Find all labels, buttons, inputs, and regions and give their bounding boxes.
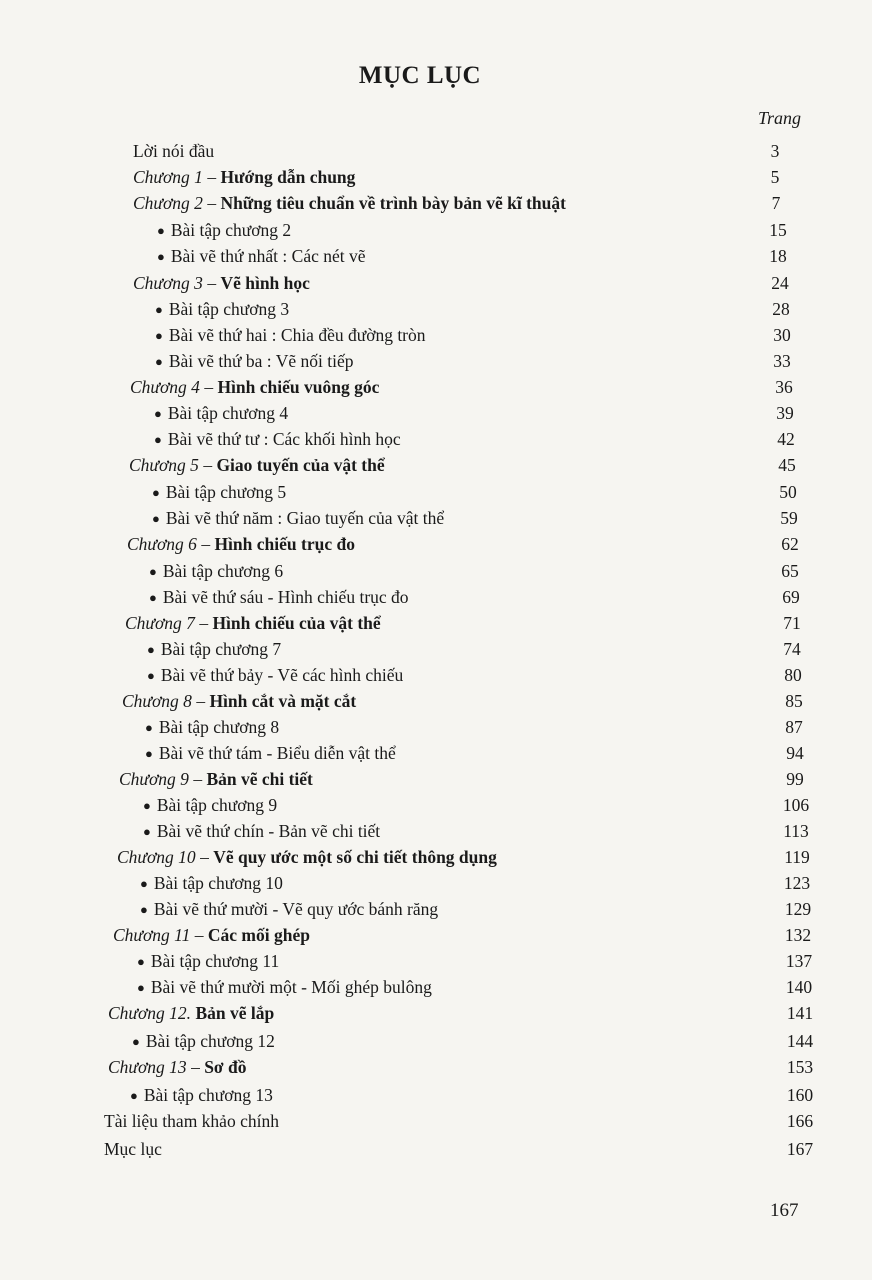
entry-page-number: 36 bbox=[775, 377, 793, 397]
entry-text: Bài vẽ thứ mười một - Mối ghép bulông bbox=[150, 977, 432, 997]
toc-sub-entry bbox=[152, 505, 444, 531]
bullet-icon: ● bbox=[137, 954, 145, 969]
chapter-separator: – bbox=[202, 193, 221, 213]
entry-page-number: 39 bbox=[776, 403, 794, 423]
toc-sub-entry bbox=[149, 584, 409, 610]
entry-text: Bài tập chương 3 bbox=[168, 299, 290, 319]
bullet-icon: ● bbox=[140, 902, 148, 917]
entry-page-number: 123 bbox=[783, 873, 811, 893]
toc-chapter-entry bbox=[122, 688, 356, 714]
chapter-title: Hình chiếu vuông góc bbox=[217, 377, 380, 397]
entry-text: Lời nói đầu bbox=[133, 141, 215, 161]
entry-page-number: 3 bbox=[770, 141, 780, 161]
entry-text: Bài vẽ thứ tám - Biểu diễn vật thể bbox=[158, 743, 396, 763]
chapter-title: Vẽ quy ước một số chi tiết thông dụng bbox=[213, 847, 497, 867]
entry-text: Bài vẽ thứ nhất : Các nét vẽ bbox=[170, 246, 366, 266]
entry-page-number: 15 bbox=[769, 220, 787, 240]
chapter-title: Vẽ hình học bbox=[220, 273, 310, 293]
chapter-title: Giao tuyến của vật thể bbox=[216, 455, 385, 475]
entry-page-number: 18 bbox=[769, 246, 787, 266]
toc-sub-entry bbox=[132, 1028, 275, 1054]
toc-sub-entry bbox=[155, 296, 289, 322]
toc-chapter-entry bbox=[130, 374, 379, 400]
chapter-number: Chương 8 bbox=[122, 691, 192, 711]
chapter-title: Bản vẽ lắp bbox=[195, 1003, 275, 1023]
entry-page-number: 106 bbox=[782, 795, 810, 815]
toc-entry bbox=[104, 1108, 279, 1134]
bullet-icon: ● bbox=[149, 590, 157, 605]
entry-page-number: 45 bbox=[778, 455, 796, 475]
entry-text: Bài tập chương 7 bbox=[160, 639, 282, 659]
entry-text: Bài tập chương 9 bbox=[156, 795, 278, 815]
entry-text: Bài vẽ thứ ba : Vẽ nối tiếp bbox=[168, 351, 354, 371]
toc-sub-entry bbox=[155, 348, 353, 374]
bullet-icon: ● bbox=[154, 406, 162, 421]
entry-page-number: 71 bbox=[783, 613, 801, 633]
chapter-number: Chương 10 bbox=[117, 847, 196, 867]
toc-sub-entry bbox=[137, 974, 432, 1000]
entry-page-number: 50 bbox=[779, 482, 797, 502]
toc-chapter-entry bbox=[133, 270, 310, 296]
entry-text: Bài tập chương 8 bbox=[158, 717, 280, 737]
chapter-title: Hướng dẫn chung bbox=[220, 167, 356, 187]
toc-entry bbox=[133, 138, 214, 164]
toc-sub-entry bbox=[157, 217, 291, 243]
chapter-separator: – bbox=[194, 613, 213, 633]
entry-page-number: 132 bbox=[784, 925, 812, 945]
entry-text: Bài tập chương 4 bbox=[167, 403, 289, 423]
toc-chapter-entry bbox=[108, 1054, 246, 1080]
entry-text: Bài vẽ thứ sáu - Hình chiếu trục đo bbox=[162, 587, 409, 607]
toc-chapter-entry bbox=[129, 452, 385, 478]
page-column-header: Trang bbox=[758, 108, 802, 128]
entry-page-number: 167 bbox=[786, 1139, 814, 1159]
entry-text: Bài tập chương 10 bbox=[153, 873, 283, 893]
chapter-number: Chương 12. bbox=[108, 1003, 192, 1023]
entry-page-number: 65 bbox=[781, 561, 799, 581]
bullet-icon: ● bbox=[157, 223, 165, 238]
chapter-title: Hình chiếu của vật thể bbox=[212, 613, 381, 633]
entry-text: Bài tập chương 5 bbox=[165, 482, 287, 502]
toc-chapter-entry bbox=[108, 1000, 274, 1026]
bullet-icon: ● bbox=[147, 668, 155, 683]
toc-sub-entry bbox=[145, 714, 279, 740]
entry-page-number: 30 bbox=[773, 325, 791, 345]
toc-sub-entry bbox=[154, 400, 288, 426]
toc-chapter-entry bbox=[127, 531, 355, 557]
toc-sub-entry bbox=[140, 896, 438, 922]
entry-page-number: 119 bbox=[784, 847, 810, 867]
chapter-number: Chương 2 bbox=[133, 193, 203, 213]
entry-text: Bài vẽ thứ hai : Chia đều đường tròn bbox=[168, 325, 426, 345]
entry-page-number: 140 bbox=[785, 977, 813, 997]
toc-sub-entry bbox=[147, 636, 281, 662]
toc-sub-entry bbox=[140, 870, 283, 896]
toc-sub-entry bbox=[155, 322, 426, 348]
entry-text: Bài tập chương 12 bbox=[145, 1031, 275, 1051]
entry-text: Bài tập chương 13 bbox=[143, 1085, 273, 1105]
chapter-number: Chương 7 bbox=[125, 613, 195, 633]
bullet-icon: ● bbox=[145, 746, 153, 761]
toc-sub-entry bbox=[147, 662, 403, 688]
entry-text: Tài liệu tham khảo chính bbox=[104, 1111, 279, 1131]
chapter-number: Chương 13 bbox=[108, 1057, 187, 1077]
entry-page-number: 62 bbox=[781, 534, 799, 554]
toc-sub-entry bbox=[143, 792, 277, 818]
bullet-icon: ● bbox=[137, 980, 145, 995]
entry-page-number: 24 bbox=[771, 273, 789, 293]
chapter-separator: – bbox=[196, 534, 215, 554]
bullet-icon: ● bbox=[154, 432, 162, 447]
chapter-number: Chương 9 bbox=[119, 769, 189, 789]
toc-chapter-entry bbox=[133, 190, 566, 216]
bullet-icon: ● bbox=[145, 720, 153, 735]
bullet-icon: ● bbox=[147, 642, 155, 657]
toc-chapter-entry bbox=[117, 844, 497, 870]
toc-sub-entry bbox=[130, 1082, 273, 1108]
toc-sub-entry bbox=[145, 740, 396, 766]
entry-page-number: 87 bbox=[785, 717, 803, 737]
entry-page-number: 137 bbox=[785, 951, 813, 971]
entry-page-number: 113 bbox=[783, 821, 809, 841]
bullet-icon: ● bbox=[132, 1034, 140, 1049]
chapter-title: Bản vẽ chi tiết bbox=[206, 769, 313, 789]
entry-text: Bài vẽ thứ bảy - Vẽ các hình chiếu bbox=[160, 665, 404, 685]
entry-page-number: 153 bbox=[786, 1057, 814, 1077]
entry-text: Bài tập chương 11 bbox=[150, 951, 280, 971]
chapter-title: Các mối ghép bbox=[207, 925, 310, 945]
chapter-title: Những tiêu chuẩn về trình bày bản vẽ kĩ thuật bbox=[220, 193, 566, 213]
chapter-separator: – bbox=[199, 377, 218, 397]
entry-page-number: 99 bbox=[786, 769, 804, 789]
chapter-separator: – bbox=[202, 273, 221, 293]
entry-text: Bài tập chương 2 bbox=[170, 220, 292, 240]
toc-sub-entry bbox=[157, 243, 366, 269]
chapter-number: Chương 11 bbox=[113, 925, 191, 945]
chapter-separator: – bbox=[195, 847, 214, 867]
entry-page-number: 94 bbox=[786, 743, 804, 763]
toc-sub-entry bbox=[149, 558, 283, 584]
chapter-separator: – bbox=[191, 691, 210, 711]
page-number: 167 bbox=[770, 1200, 799, 1221]
chapter-title: Hình chiếu trục đo bbox=[214, 534, 355, 554]
entry-page-number: 80 bbox=[784, 665, 802, 685]
chapter-separator: – bbox=[190, 925, 208, 945]
entry-text: Mục lục bbox=[104, 1139, 162, 1159]
chapter-number: Chương 6 bbox=[127, 534, 197, 554]
entry-text: Bài vẽ thứ năm : Giao tuyến của vật thể bbox=[165, 508, 445, 528]
bullet-icon: ● bbox=[152, 511, 160, 526]
entry-page-number: 5 bbox=[770, 167, 780, 187]
entry-text: Bài tập chương 6 bbox=[162, 561, 284, 581]
toc-title: MỤC LỤC bbox=[358, 62, 482, 89]
chapter-number: Chương 1 bbox=[133, 167, 203, 187]
chapter-separator: – bbox=[188, 769, 207, 789]
entry-page-number: 69 bbox=[782, 587, 800, 607]
bullet-icon: ● bbox=[130, 1088, 138, 1103]
entry-page-number: 33 bbox=[773, 351, 791, 371]
chapter-separator: – bbox=[186, 1057, 205, 1077]
entry-text: Bài vẽ thứ mười - Vẽ quy ước bánh răng bbox=[153, 899, 439, 919]
chapter-title: Hình cắt và mặt cắt bbox=[209, 691, 357, 711]
bullet-icon: ● bbox=[155, 302, 163, 317]
entry-page-number: 59 bbox=[780, 508, 798, 528]
toc-entry bbox=[104, 1136, 162, 1162]
toc-chapter-entry bbox=[113, 922, 310, 948]
toc-sub-entry bbox=[137, 948, 279, 974]
entry-page-number: 141 bbox=[786, 1003, 814, 1023]
toc-sub-entry bbox=[152, 479, 286, 505]
chapter-title: Sơ đồ bbox=[204, 1057, 247, 1077]
bullet-icon: ● bbox=[152, 485, 160, 500]
bullet-icon: ● bbox=[157, 249, 165, 264]
bullet-icon: ● bbox=[140, 876, 148, 891]
chapter-number: Chương 3 bbox=[133, 273, 203, 293]
entry-page-number: 160 bbox=[786, 1085, 814, 1105]
chapter-number: Chương 5 bbox=[129, 455, 199, 475]
chapter-separator: – bbox=[202, 167, 221, 187]
bullet-icon: ● bbox=[155, 354, 163, 369]
entry-page-number: 7 bbox=[771, 193, 781, 213]
entry-page-number: 144 bbox=[786, 1031, 814, 1051]
entry-page-number: 42 bbox=[777, 429, 795, 449]
toc-sub-entry bbox=[154, 426, 401, 452]
bullet-icon: ● bbox=[149, 564, 157, 579]
entry-page-number: 28 bbox=[772, 299, 790, 319]
chapter-separator: – bbox=[198, 455, 217, 475]
chapter-number: Chương 4 bbox=[130, 377, 200, 397]
entry-text: Bài vẽ thứ chín - Bản vẽ chi tiết bbox=[156, 821, 381, 841]
bullet-icon: ● bbox=[143, 824, 151, 839]
toc-chapter-entry bbox=[119, 766, 313, 792]
entry-page-number: 85 bbox=[785, 691, 803, 711]
entry-page-number: 166 bbox=[786, 1111, 814, 1131]
bullet-icon: ● bbox=[143, 798, 151, 813]
entry-page-number: 74 bbox=[783, 639, 801, 659]
toc-sub-entry bbox=[143, 818, 380, 844]
toc-chapter-entry bbox=[133, 164, 355, 190]
entry-text: Bài vẽ thứ tư : Các khối hình học bbox=[167, 429, 401, 449]
toc-chapter-entry bbox=[125, 610, 381, 636]
bullet-icon: ● bbox=[155, 328, 163, 343]
entry-page-number: 129 bbox=[784, 899, 812, 919]
